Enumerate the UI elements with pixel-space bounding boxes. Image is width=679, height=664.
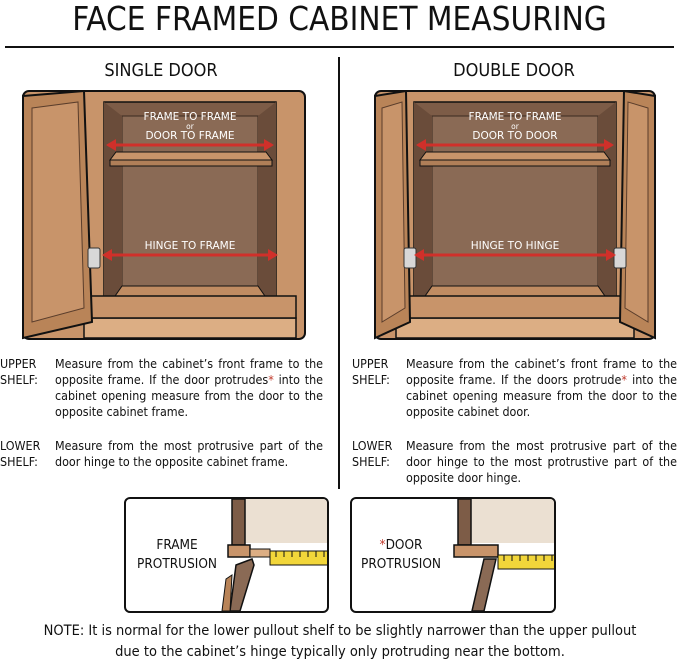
page-title: FACE FRAMED CABINET MEASURING: [72, 0, 607, 38]
single-lower-label: LOWER SHELF:: [0, 438, 41, 469]
bottom-note: NOTE: It is normal for the lower pullout shelf to be slightly narrower than the upper pullout due to the cabinet’s hinge typically only protruding near the bottom.: [43, 623, 637, 660]
double-upper-label: UPPER SHELF:: [352, 356, 390, 387]
single-lower-text: Measure from the most protrusive part of the door hinge to the opposite cabinet frame.: [55, 438, 323, 469]
double-lower-label: LOWER SHELF:: [352, 438, 393, 469]
double-arrow-top-line1: FRAME TO FRAME: [468, 111, 562, 123]
single-door-heading: SINGLE DOOR: [104, 60, 218, 81]
double-door-cabinet-illustration: [374, 90, 656, 342]
double-arrow-top-line2: DOOR TO DOOR: [472, 130, 558, 142]
double-upper-text: Measure from the cabinet’s front frame to the opposite frame. If the doors protrude* into the cabinet opening measure from the door to the opposite cabinet door.: [406, 356, 677, 419]
door-protrusion-label: *DOOR PROTRUSION: [361, 537, 441, 572]
single-arrow-top-or: or: [186, 122, 194, 131]
column-divider: [338, 57, 340, 489]
frame-protrusion-label: FRAME PROTRUSION: [137, 537, 217, 572]
door-protrusion-inset: [350, 497, 556, 613]
title-divider: [5, 46, 674, 48]
single-upper-text: Measure from the cabinet’s front frame to the opposite frame. If the door protrudes* into the cabinet opening measure from the door to the opposite cabinet frame.: [55, 356, 323, 419]
frame-protrusion-inset: [124, 497, 329, 613]
double-door-heading: DOUBLE DOOR: [453, 60, 575, 81]
double-arrow-bottom-label: HINGE TO HINGE: [470, 240, 560, 252]
single-upper-label: UPPER SHELF:: [0, 356, 38, 387]
double-arrow-top-or: or: [511, 122, 519, 131]
single-door-cabinet-illustration: [22, 90, 307, 342]
single-arrow-top-line1: FRAME TO FRAME: [143, 111, 237, 123]
single-arrow-bottom-label: HINGE TO FRAME: [144, 240, 236, 252]
single-arrow-top-line2: DOOR TO FRAME: [145, 130, 235, 142]
double-lower-text: Measure from the most protrusive part of the door hinge to the most protrustive part of the opposite door hinge.: [406, 438, 677, 485]
